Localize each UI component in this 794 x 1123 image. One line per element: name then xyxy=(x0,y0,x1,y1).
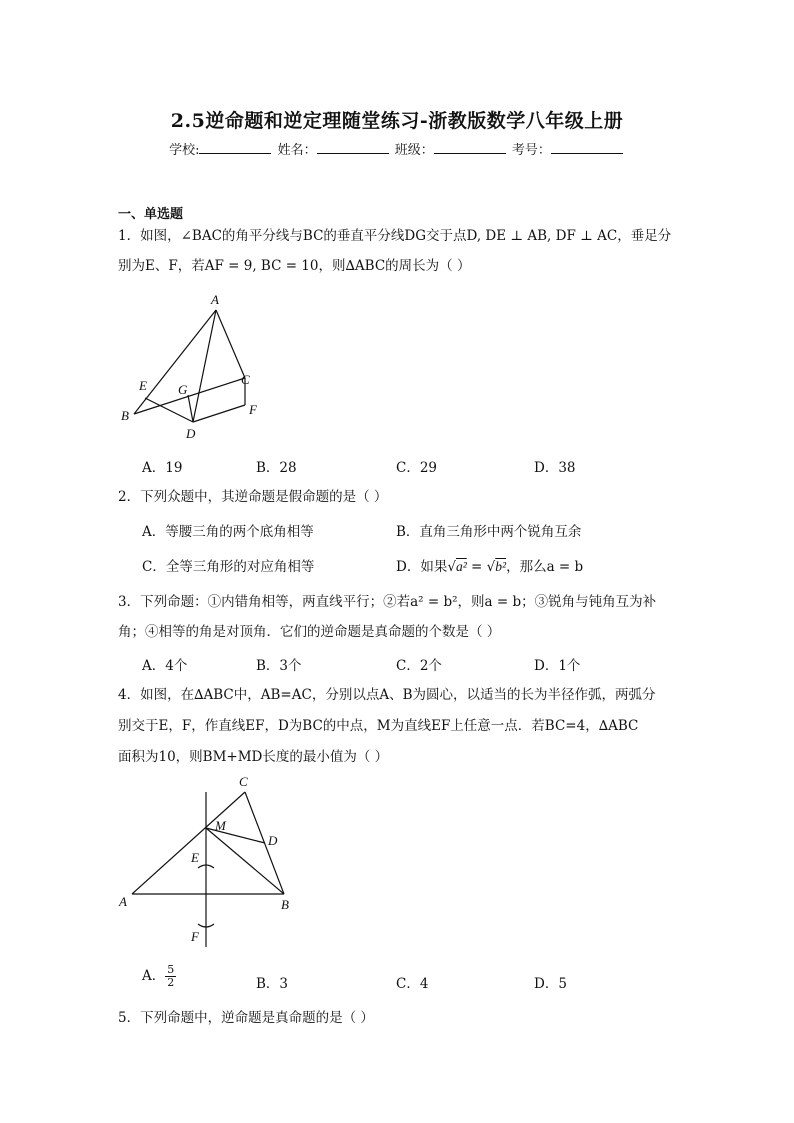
q3-line2: 角；④相等的角是对顶角．它们的逆命题是真命题的个数是（ ） xyxy=(118,624,501,640)
q2-option-c[interactable]: C．全等三角形的对应角相等 xyxy=(142,559,315,575)
q1-option-d[interactable]: D．38 xyxy=(534,460,576,476)
fraction-denominator: 2 xyxy=(167,976,175,989)
q2-option-d[interactable] xyxy=(396,555,583,575)
q1-option-c[interactable]: C．29 xyxy=(396,460,438,476)
q4-label-e: E xyxy=(191,850,199,865)
fraction xyxy=(165,964,176,989)
q1-line-gd xyxy=(188,395,193,422)
q4-label-m: M xyxy=(215,818,226,833)
number-blank[interactable] xyxy=(551,141,623,154)
name-label: 姓名： xyxy=(277,143,317,158)
page-title: 2.5逆命题和逆定理随堂练习-浙教版数学八年级上册 xyxy=(170,110,624,132)
q5-stem: 5．下列命题中，逆命题是真命题的是（ ） xyxy=(118,1010,374,1026)
q1-label-a: A xyxy=(211,292,219,307)
q1-label-c: C xyxy=(241,372,250,387)
q3-option-a[interactable]: A．4个 xyxy=(142,658,188,674)
q4-label-d: D xyxy=(268,833,278,848)
q1-line-ad xyxy=(193,310,216,422)
q1-option-b[interactable]: B．28 xyxy=(256,460,297,476)
q1-label-e: E xyxy=(139,378,147,393)
fraction-numerator: 5 xyxy=(167,963,175,976)
q1-line2: 别为E、F，若AF = 9, BC = 10，则∆ABC的周长为（ ） xyxy=(118,258,471,274)
q1-label-d: D xyxy=(186,426,196,441)
q4-label-b: B xyxy=(281,897,289,912)
q1-figure xyxy=(115,290,275,445)
q4-option-a[interactable] xyxy=(142,964,176,989)
sqrt-sign-icon: √ xyxy=(447,559,456,575)
q4-option-a-prefix: A． xyxy=(142,968,166,984)
q2-sqrt-left: a² xyxy=(455,559,467,574)
q1-line-df xyxy=(193,405,245,422)
q1-line1: 1．如图，∠BAC的角平分线与BC的垂直平分线DG交于点D, DE ⊥ AB, DF ⊥ AC，垂足分 xyxy=(118,228,672,244)
q3-option-d[interactable]: D．1个 xyxy=(534,658,581,674)
number-label: 考号： xyxy=(511,143,551,158)
sqrt-sign-icon: √ xyxy=(486,559,496,575)
school-blank[interactable] xyxy=(199,141,271,154)
q3-option-b[interactable]: B．3个 xyxy=(256,658,302,674)
q1-line-de xyxy=(145,398,193,422)
section-heading: 一、单选题 xyxy=(118,207,184,222)
q1-label-g: G xyxy=(178,382,188,397)
q4-line1: 4．如图，在∆ABC中，AB=AC，分别以点A、B为圆心，以适当的长为半径作弧，两弧分 xyxy=(118,687,656,703)
q1-option-a[interactable]: A．19 xyxy=(142,460,183,476)
q3-line1: 3．下列命题：①内错角相等，两直线平行；②若a² = b²，则a = b；③锐角与钝角互为补 xyxy=(118,594,657,610)
q4-option-b[interactable]: B．3 xyxy=(256,976,289,992)
class-label: 班级： xyxy=(394,143,434,158)
school-label: 学校: xyxy=(169,143,200,158)
q4-option-d[interactable]: D．5 xyxy=(534,976,567,992)
q4-line3: 面积为10，则BM+MD长度的最小值为（ ） xyxy=(118,749,389,765)
student-info-line xyxy=(0,139,794,158)
q2-option-d-prefix: D．如果 xyxy=(396,559,448,575)
q2-option-b[interactable]: B．直角三角形中两个锐角互余 xyxy=(396,524,582,540)
q3-option-c[interactable]: C．2个 xyxy=(396,658,442,674)
q4-option-c[interactable]: C．4 xyxy=(396,976,429,992)
q2-stem: 2．下列众题中，其逆命题是假命题的是（ ） xyxy=(118,489,388,505)
q2-option-a[interactable]: A．等腰三角的两个底角相等 xyxy=(142,524,314,540)
q1-label-b: B xyxy=(121,408,129,423)
q2-sqrt-right: b² xyxy=(495,559,507,574)
q4-label-c: C xyxy=(239,774,248,789)
class-blank[interactable] xyxy=(434,141,506,154)
q4-label-a: A xyxy=(119,894,127,909)
q4-figure xyxy=(115,772,305,952)
q4-label-f: F xyxy=(191,929,199,944)
q1-line-bc xyxy=(134,378,245,414)
q1-line-ac xyxy=(216,310,245,378)
q1-label-f: F xyxy=(249,402,257,417)
q2-option-d-suffix: ，那么a = b xyxy=(506,559,584,575)
q2-eq: = xyxy=(466,559,487,575)
q4-line-ac xyxy=(132,792,245,894)
name-blank[interactable] xyxy=(317,141,389,154)
q4-line2: 别交于E，F，作直线EF，D为BC的中点，M为直线EF上任意一点．若BC=4，∆ABC xyxy=(118,718,639,734)
